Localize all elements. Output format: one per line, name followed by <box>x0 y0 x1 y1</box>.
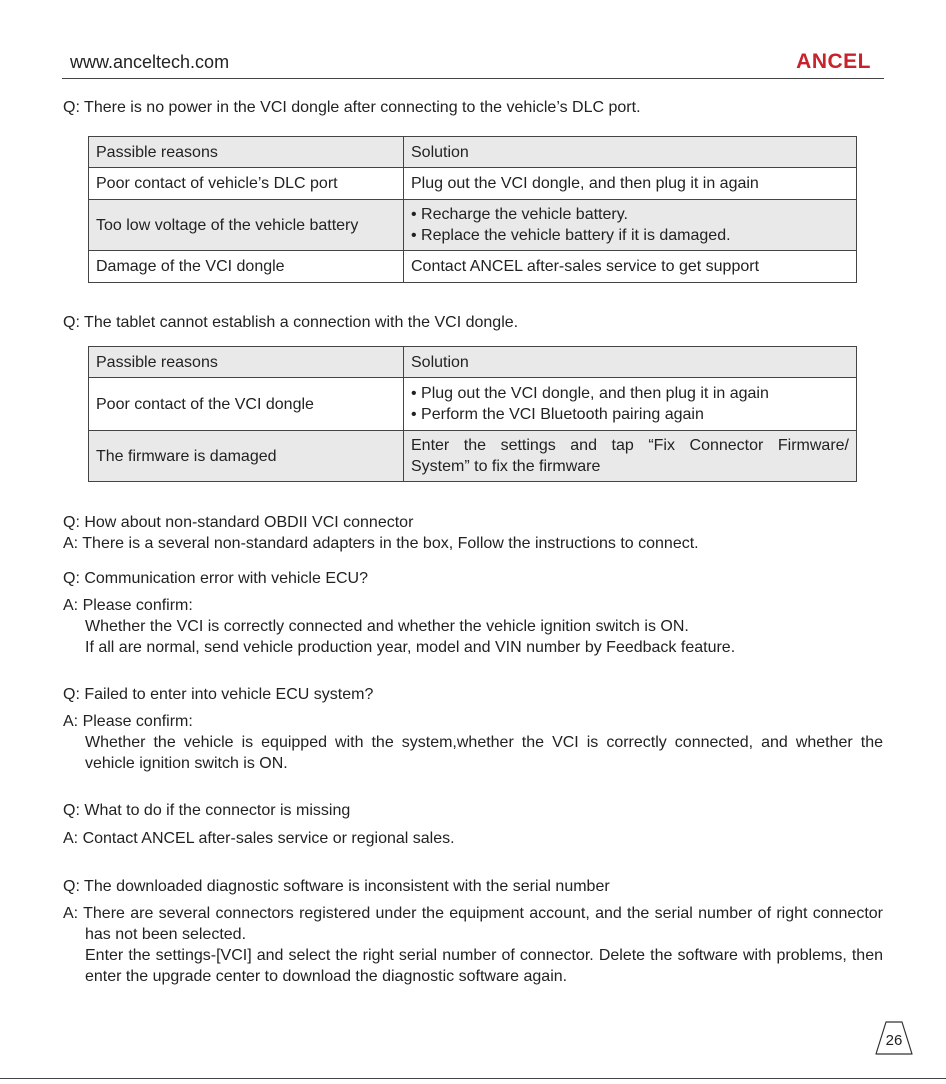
reason-cell: Poor contact of the VCI dongle <box>89 378 404 431</box>
solution-cell <box>404 168 857 200</box>
solution-line: • Replace the vehicle battery if it is damaged. <box>411 227 731 244</box>
table-no-connection <box>88 346 857 482</box>
answer-4 <box>63 595 883 658</box>
table-row <box>89 431 857 482</box>
question-3: Q: How about non-standard OBDII VCI connector <box>63 514 414 531</box>
header-reasons: Passible reasons <box>89 137 404 168</box>
solution-line: Enter the settings and tap “Fix Connector Firmware/ <box>411 437 849 454</box>
answer-5 <box>63 711 883 774</box>
solution-cell <box>404 200 857 251</box>
solution-cell <box>404 251 857 283</box>
answer-line: Whether the vehicle is equipped with the system,whether the VCI is correctly connected, and whether the vehicle ignition switch is ON. <box>85 734 883 772</box>
table-row <box>89 251 857 283</box>
reason-cell: Damage of the VCI dongle <box>89 251 404 283</box>
solution-line: Plug out the VCI dongle, and then plug it in again <box>411 175 759 192</box>
website-url: www.anceltech.com <box>70 52 230 72</box>
answer-first: A: There are several connectors registered under the equipment account, and the serial number of right connector has not been selected. <box>63 905 883 943</box>
solution-line: • Perform the VCI Bluetooth pairing again <box>411 406 704 423</box>
table-row <box>89 200 857 251</box>
question-7: Q: The downloaded diagnostic software is inconsistent with the serial number <box>63 878 610 895</box>
page-number: 26 <box>885 1032 903 1049</box>
answer-lead: A: Please confirm: <box>63 713 193 730</box>
reason-cell: The firmware is damaged <box>89 431 404 482</box>
solution-line: Contact ANCEL after-sales service to get support <box>411 258 760 275</box>
table-header-row <box>89 137 857 168</box>
footer-divider <box>0 1078 946 1079</box>
question-1: Q: There is no power in the VCI dongle after connecting to the vehicle’s DLC port. <box>63 99 641 116</box>
answer-line: If all are normal, send vehicle production year, model and VIN number by Feedback feature. <box>85 639 736 656</box>
solution-line: • Recharge the vehicle battery. <box>411 206 628 223</box>
solution-cell <box>404 378 857 431</box>
header-divider <box>62 78 884 79</box>
reason-cell: Too low voltage of the vehicle battery <box>89 200 404 251</box>
reason-cell: Poor contact of vehicle’s DLC port <box>89 168 404 200</box>
table-no-power <box>88 136 857 283</box>
question-6: Q: What to do if the connector is missing <box>63 802 351 819</box>
table-header-row <box>89 347 857 378</box>
header-reasons: Passible reasons <box>89 347 404 378</box>
table-row <box>89 378 857 431</box>
ancel-logo: ANCEL <box>796 50 871 73</box>
question-4: Q: Communication error with vehicle ECU? <box>63 570 368 587</box>
answer-line: Enter the settings-[VCI] and select the right serial number of connector. Delete the software with problems, then enter the upgrade center to download the diagnostic software again. <box>85 947 883 985</box>
answer-6: A: Contact ANCEL after-sales service or regional sales. <box>63 830 455 847</box>
answer-7 <box>63 903 883 987</box>
question-5: Q: Failed to enter into vehicle ECU system? <box>63 686 374 703</box>
header-solution: Solution <box>404 137 857 168</box>
table-row <box>89 168 857 200</box>
answer-line: Whether the VCI is correctly connected and whether the vehicle ignition switch is ON. <box>85 618 689 635</box>
solution-line: System” to fix the firmware <box>411 458 601 475</box>
solution-cell <box>404 431 857 482</box>
solution-line: • Plug out the VCI dongle, and then plug it in again <box>411 385 769 402</box>
question-2: Q: The tablet cannot establish a connection with the VCI dongle. <box>63 314 519 331</box>
header-solution: Solution <box>404 347 857 378</box>
page-number-badge <box>874 1020 914 1056</box>
answer-lead: A: Please confirm: <box>63 597 193 614</box>
answer-3: A: There is a several non-standard adapters in the box, Follow the instructions to connect. <box>63 535 699 552</box>
